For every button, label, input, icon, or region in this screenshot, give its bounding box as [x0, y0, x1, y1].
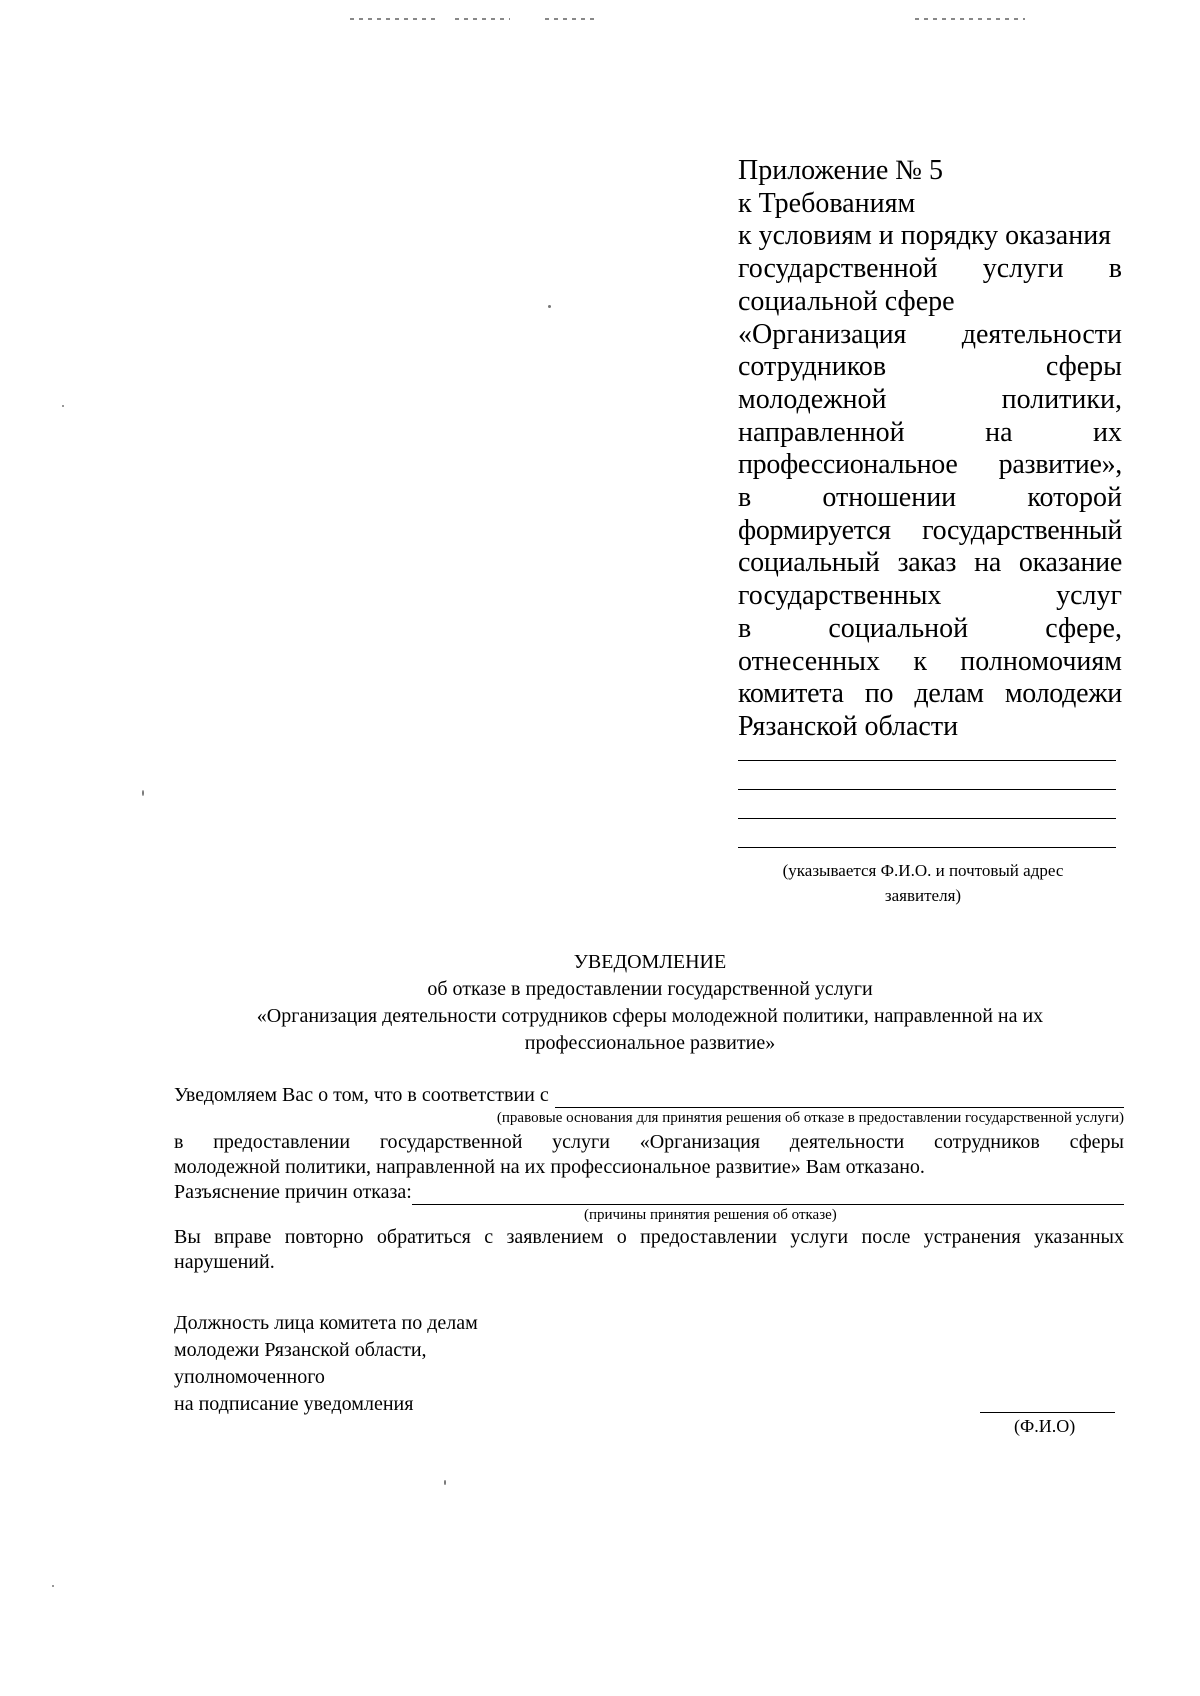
blank-line	[738, 818, 1116, 819]
appendix-line: государственной услуги в	[738, 253, 1122, 285]
blank-line	[738, 789, 1116, 790]
blank-line	[738, 760, 1116, 761]
notice-subtitle: об отказе в предоставлении государственной услуги «Организация деятельности сотрудников сферы молодежной политики, направленной на их профессиональное развитие»	[256, 978, 1044, 1054]
appendix-line: социальной сфере	[738, 285, 955, 317]
scan-speck	[548, 305, 551, 308]
appendix-line: «Организация деятельности	[738, 318, 1122, 350]
notice-title: УВЕДОМЛЕНИЕ	[573, 951, 727, 973]
refusal-line: молодежной политики, направленной на их профессиональное развитие» Вам отказано.	[174, 1156, 925, 1178]
reasons-label: Разъяснение причин отказа:	[174, 1181, 412, 1203]
legal-basis-row	[174, 1083, 1124, 1108]
reapply-line: нарушений.	[174, 1251, 275, 1273]
appendix-line: сотрудников сферы	[738, 351, 1122, 383]
signer-name-caption: (Ф.И.О)	[1014, 1416, 1076, 1436]
appendix-line: молодежной политики,	[738, 383, 1122, 415]
legal-basis-blank	[555, 1089, 1124, 1108]
appendix-line: формируется государственный	[738, 514, 1122, 546]
appendix-line: государственных услуг	[738, 580, 1122, 612]
legal-basis-caption: (правовые основания для принятия решения об отказе в предоставлении государственной услуги)	[496, 1110, 1124, 1126]
appendix-header	[738, 155, 1122, 744]
appendix-line: в отношении которой	[738, 482, 1122, 514]
scan-artifact	[545, 18, 595, 20]
recipient-caption: (указывается Ф.И.О. и почтовый адрес заявителя)	[782, 861, 1064, 905]
appendix-line: к условиям и порядку оказания	[738, 220, 1112, 252]
reapply-line: Вы вправе повторно обратиться с заявлением о предоставлении услуги после устранения указанных	[174, 1226, 1124, 1248]
appendix-line: комитета по делам молодежи	[738, 678, 1122, 710]
reasons-row	[174, 1180, 1124, 1205]
signature-blank	[980, 1412, 1115, 1413]
appendix-line: направленной на их	[738, 416, 1122, 448]
notice-body	[174, 1083, 1124, 1275]
scan-artifact	[350, 18, 440, 20]
scan-speck	[142, 790, 144, 796]
blank-line	[738, 847, 1116, 848]
scan-speck	[444, 1480, 446, 1485]
appendix-line: Приложение № 5	[738, 155, 943, 186]
appendix-line: отнесенных к полномочиям	[738, 645, 1122, 677]
notice-intro: Уведомляем Вас о том, что в соответствии с	[174, 1084, 549, 1106]
scan-speck	[52, 1585, 54, 1587]
appendix-line: к Требованиям	[738, 187, 916, 219]
scan-artifact	[455, 18, 510, 20]
reasons-blank	[412, 1186, 1124, 1205]
appendix-line: в социальной сфере,	[738, 612, 1122, 644]
appendix-line: Рязанской области	[738, 710, 959, 742]
scan-artifact	[915, 18, 1025, 20]
signer-position: Должность лица комитета по делам молодежи Рязанской области, уполномоченного на подписание уведомления	[174, 1312, 478, 1415]
scan-speck	[62, 405, 64, 407]
appendix-line: социальный заказ на оказание	[738, 547, 1122, 579]
refusal-line: в предоставлении государственной услуги «Организация деятельности сотрудников сферы	[174, 1131, 1124, 1153]
reasons-caption: (причины принятия решения об отказе)	[584, 1207, 837, 1223]
appendix-line: профессиональное развитие»,	[738, 449, 1122, 481]
